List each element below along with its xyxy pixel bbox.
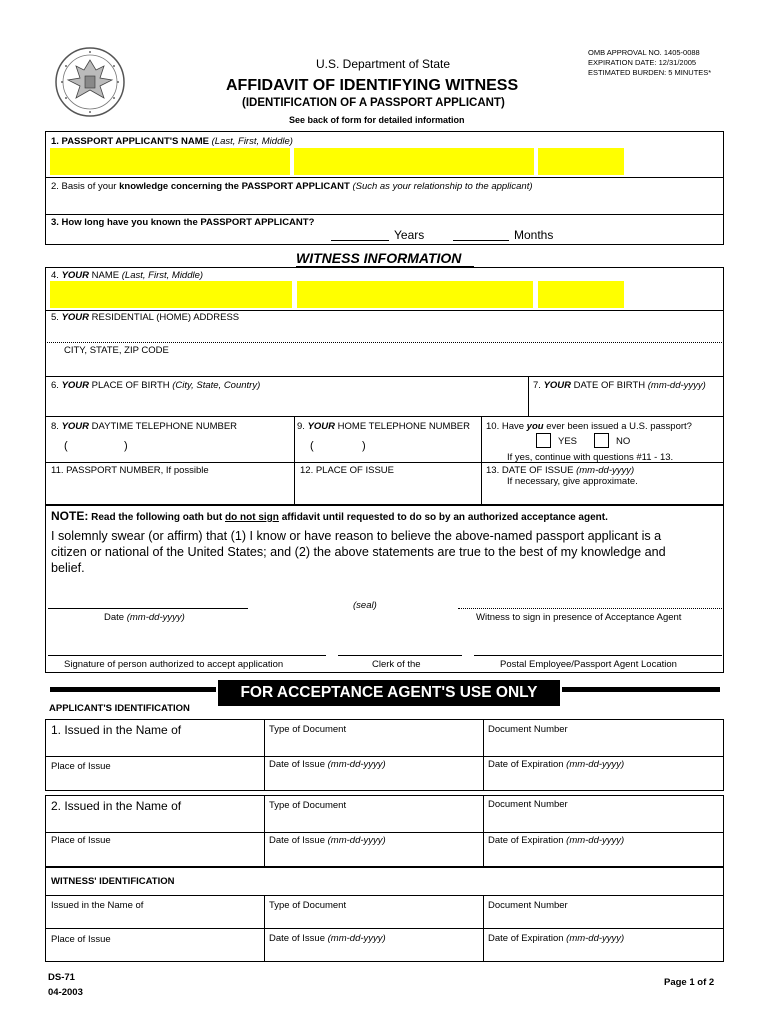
form-title: AFFIDAVIT OF IDENTIFYING WITNESS <box>226 77 519 94</box>
field-4-label: 4. YOUR NAME (Last, First, Middle) <box>51 270 204 281</box>
passport-yes-checkbox[interactable] <box>536 433 551 448</box>
residential-address-field[interactable] <box>47 324 722 340</box>
field-5-label: 5. YOUR RESIDENTIAL (HOME) ADDRESS <box>51 312 240 323</box>
field-10-label: 10. Have you ever been issued a U.S. passport? <box>486 421 692 432</box>
witness-middle-name-field[interactable] <box>538 281 624 308</box>
oath-line-1: I solemnly swear (or affirm) that (1) I know or have reason to believe the above-named passport applicant is a <box>51 529 662 543</box>
back-note: See back of form for detailed information <box>289 115 465 125</box>
daytime-phone-field[interactable] <box>70 438 290 456</box>
witness-info-heading: WITNESS INFORMATION <box>296 250 462 266</box>
omb-approval: OMB APPROVAL NO. 1405-0088 <box>588 48 700 57</box>
approximate-note: If necessary, give approximate. <box>507 476 638 487</box>
place-of-birth-field[interactable] <box>47 393 525 413</box>
witness-type-doc-label: Type of Document <box>269 900 347 911</box>
field-11-label: 11. PASSPORT NUMBER, If possible <box>51 465 209 476</box>
clerk-label: Clerk of the <box>372 659 421 670</box>
field-12-label: 12. PLACE OF ISSUE <box>300 465 394 476</box>
applicant-2-doc-num-label: Document Number <box>488 799 568 810</box>
place-of-issue-field[interactable] <box>297 478 478 502</box>
basis-of-knowledge-field[interactable] <box>47 193 722 213</box>
field-13-label: 13. DATE OF ISSUE (mm-dd-yyyy) <box>486 465 635 476</box>
home-area-code-open: ( <box>310 440 314 452</box>
seal-label: (seal) <box>353 600 377 611</box>
applicant-1-date-exp-label: Date of Expiration (mm-dd-yyyy) <box>488 759 625 770</box>
witness-signature-line[interactable] <box>458 608 722 609</box>
field-9-label: 9. YOUR HOME TELEPHONE NUMBER <box>297 421 470 432</box>
witness-doc-num-label: Document Number <box>488 900 568 911</box>
field-7-label: 7. YOUR DATE OF BIRTH (mm-dd-yyyy) <box>533 380 706 391</box>
applicant-2-issued-name-label: 2. Issued in the Name of <box>51 799 182 813</box>
postal-location-line[interactable] <box>474 655 722 656</box>
oath-note: NOTE: Read the following oath but do not sign affidavit until requested to do so by an authorized acceptance agent. <box>51 509 608 523</box>
date-of-birth-field[interactable] <box>531 393 721 413</box>
applicant-middle-name-field[interactable] <box>538 148 624 175</box>
years-field[interactable] <box>331 240 389 241</box>
witness-id-heading: WITNESS' IDENTIFICATION <box>51 876 175 887</box>
applicant-1-date-issue-label: Date of Issue (mm-dd-yyyy) <box>269 759 386 770</box>
date-signature-line[interactable] <box>48 608 248 609</box>
witness-place-label: Place of Issue <box>51 934 111 945</box>
passport-number-field[interactable] <box>47 478 291 502</box>
applicant-2-date-issue-label: Date of Issue (mm-dd-yyyy) <box>269 835 386 846</box>
witness-date-issue-label: Date of Issue (mm-dd-yyyy) <box>269 933 386 944</box>
witness-signature-label: Witness to sign in presence of Acceptance Agent <box>476 612 682 623</box>
daytime-area-code-open: ( <box>64 440 68 452</box>
field-2-label: 2. Basis of your knowledge concerning the PASSPORT APPLICANT (Such as your relationship to the applicant) <box>51 181 533 192</box>
form-revision-date: 04-2003 <box>48 987 83 998</box>
witness-issued-name-label: Issued in the Name of <box>51 900 144 911</box>
applicant-2-date-exp-label: Date of Expiration (mm-dd-yyyy) <box>488 835 625 846</box>
witness-first-name-field[interactable] <box>297 281 533 308</box>
field-6-label: 6. YOUR PLACE OF BIRTH (City, State, Country) <box>51 380 261 391</box>
applicant-last-name-field[interactable] <box>50 148 290 175</box>
form-subtitle: (IDENTIFICATION OF A PASSPORT APPLICANT) <box>242 97 505 109</box>
banner-rule-left <box>50 687 216 692</box>
department-seal <box>54 46 126 118</box>
applicant-1-issued-name-label: 1. Issued in the Name of <box>51 723 182 737</box>
if-yes-instruction: If yes, continue with questions #11 - 13. <box>507 452 674 463</box>
postal-location-label: Postal Employee/Passport Agent Location <box>500 659 677 670</box>
banner-rule-right <box>562 687 720 692</box>
witness-last-name-field[interactable] <box>50 281 292 308</box>
oath-line-2: citizen or national of the United States; and (2) the above statements are true to the best of my knowledge and <box>51 545 666 559</box>
applicant-2-type-doc-label: Type of Document <box>269 800 347 811</box>
field-3-label: 3. How long have you known the PASSPORT APPLICANT? <box>51 217 315 228</box>
applicant-1-doc-num-label: Document Number <box>488 724 568 735</box>
authorized-signature-label: Signature of person authorized to accept application <box>64 659 284 670</box>
applicant-2-place-label: Place of Issue <box>51 835 111 846</box>
authorized-signature-line[interactable] <box>48 655 326 656</box>
applicant-id-heading: APPLICANT'S IDENTIFICATION <box>49 703 190 714</box>
months-label: Months <box>514 228 554 242</box>
witness-date-exp-label: Date of Expiration (mm-dd-yyyy) <box>488 933 625 944</box>
passport-no-checkbox[interactable] <box>594 433 609 448</box>
clerk-line[interactable] <box>338 655 462 656</box>
expiration-date: EXPIRATION DATE: 12/31/2005 <box>588 58 697 67</box>
yes-label: YES <box>558 436 578 447</box>
estimated-burden: ESTIMATED BURDEN: 5 MINUTES* <box>588 68 712 77</box>
acceptance-agent-banner: FOR ACCEPTANCE AGENT'S USE ONLY <box>218 680 560 706</box>
applicant-first-name-field[interactable] <box>294 148 534 175</box>
no-label: NO <box>616 436 631 447</box>
date-of-issue-field[interactable] <box>484 488 720 502</box>
form-number: DS-71 <box>48 972 75 983</box>
years-label: Years <box>394 228 425 242</box>
field-8-label: 8. YOUR DAYTIME TELEPHONE NUMBER <box>51 421 238 432</box>
applicant-1-place-label: Place of Issue <box>51 761 111 772</box>
city-state-zip-label: CITY, STATE, ZIP CODE <box>64 345 169 356</box>
oath-line-3: belief. <box>51 561 85 575</box>
applicant-1-type-doc-label: Type of Document <box>269 724 347 735</box>
months-field[interactable] <box>453 240 509 241</box>
field-1-label: 1. PASSPORT APPLICANT'S NAME (Last, First, Middle) <box>51 136 293 147</box>
daytime-area-code-close: ) <box>124 440 128 452</box>
city-state-zip-field[interactable] <box>47 358 722 374</box>
department-name: U.S. Department of State <box>316 57 451 71</box>
page-number: Page 1 of 2 <box>664 977 715 988</box>
home-area-code-close: ) <box>362 440 366 452</box>
date-label: Date (mm-dd-yyyy) <box>104 612 185 623</box>
home-phone-field[interactable] <box>316 438 478 456</box>
